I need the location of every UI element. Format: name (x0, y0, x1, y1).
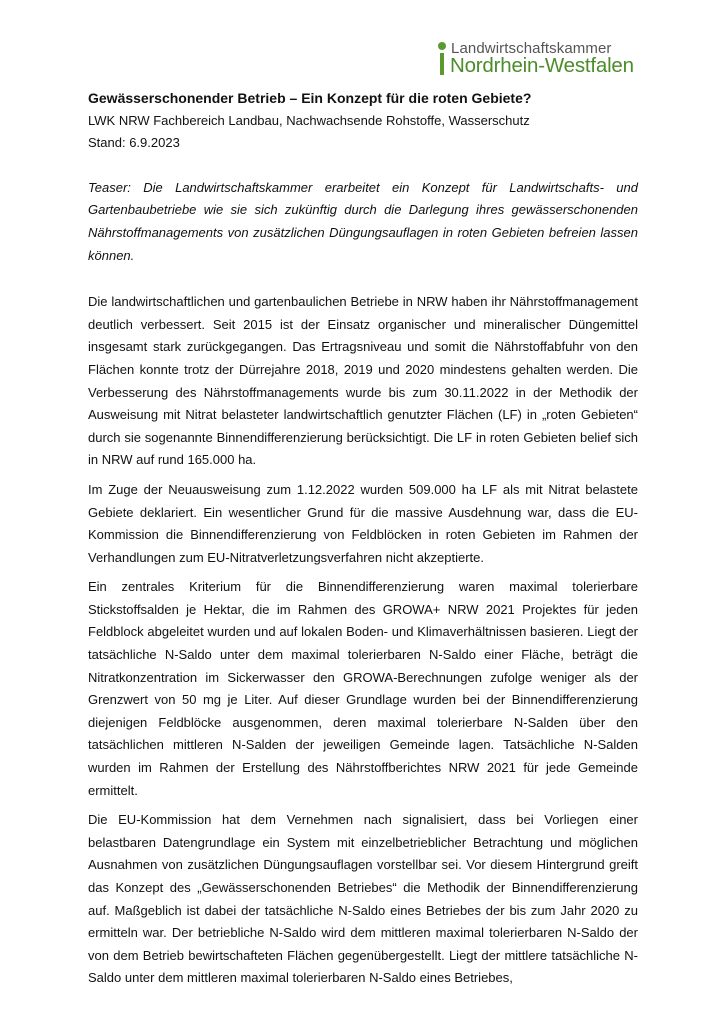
document-title: Gewässerschonender Betrieb – Ein Konzept für die roten Gebiete? (88, 90, 532, 106)
lwk-nrw-logo (435, 40, 695, 80)
teaser-paragraph: Teaser: Die Landwirtschaftskammer erarbeitet ein Konzept für Landwirtschafts- und Gartenbaubetriebe wie sie sich zukünftig durch die Darlegung ihres gewässerschonenden Nährstoffmanagements von zusätzlichen Düngungsauflagen in roten Gebieten befreien lassen können. (88, 179, 638, 263)
logo-text-line2: Nordrhein-Westfalen (450, 54, 634, 77)
date-line: Stand: 6.9.2023 (88, 135, 180, 151)
department-line: LWK NRW Fachbereich Landbau, Nachwachsende Rohstoffe, Wasserschutz (88, 112, 530, 128)
body-paragraph-4: Die EU-Kommission hat dem Vernehmen nach signalisiert, dass bei Vorliegen einer belastbaren Datengrundlage ein System mit einzelbetrieblicher Betrachtung und möglichen Ausnahmen von zusätzlichen Düngungsauflagen vorstellbar sei. Vor diesem Hintergrund greift das Konzept des „Gewässerschonenden Betriebes“ die Methodik der Binnendifferenzierung auf. Maßgeblich ist dabei der tatsächliche N-Saldo eines Betriebes der bis zum Jahr 2020 zu ermitteln war. Der betriebliche N-Saldo wird dem mittleren maximal tolerierbaren N-Saldo der von dem Betrieb bewirtschafteten Flächen gegenübergestellt. Liegt der mittlere tatsächliche N-Saldo unter dem mittleren maximal tolerierbaren N-Saldo eines Betriebes, (88, 812, 638, 986)
body-paragraph-2: Im Zuge der Neuausweisung zum 1.12.2022 wurden 509.000 ha LF als mit Nitrat belastete Gebiete deklariert. Ein wesentlicher Grund für die massive Ausdehnung war, dass die EU-Kommission die Binnendifferenzierung von Feldblöcken in roten Gebieten im Rahmen der Verhandlungen zum EU-Nitratverletzungsverfahren nicht akzeptierte. (88, 481, 638, 565)
document-body (88, 87, 638, 997)
logo-text-line1: Landwirtschaftskammer (451, 40, 612, 57)
logo-mark-icon (438, 42, 447, 76)
body-paragraph-1: Die landwirtschaftlichen und gartenbaulichen Betriebe in NRW haben ihr Nährstoffmanagement deutlich verbessert. Seit 2015 ist der Einsatz organischer und mineralischer Düngemittel insgesamt stark zurückgegangen. Das Ertragsniveau und somit die Nährstoffabfuhr von den Flächen konnte trotz der Dürrejahre 2018, 2019 und 2020 mindestens gehalten werden. Die Verbesserung des Nährstoffmanagements wurde bis zum 30.11.2022 in der Methodik der Ausweisung mit Nitrat belasteter landwirtschaftlich genutzter Flächen (LF) in „roten Gebieten“ durch sie sogenannte Binnendifferenzierung berücksichtigt. Die LF in roten Gebieten belief sich in NRW auf rund 165.000 ha. (88, 294, 638, 468)
body-paragraph-3: Ein zentrales Kriterium für die Binnendifferenzierung waren maximal tolerierbare Stickstoffsalden je Hektar, die im Rahmen des GROWA+ NRW 2021 Projektes für jeden Feldblock abgeleitet wurden und auf lokalen Boden- und Klimaverhältnissen basieren. Liegt der tatsächliche N-Saldo unter dem maximal tolerierbaren N-Saldo einer Fläche, beträgt die Nitratkonzentration im Sickerwasser den GROWA-Berechnungen zufolge weniger als der Grenzwert von 50 mg je Liter. Auf dieser Grundlage wurden bei der Binnendifferenzierung diejenigen Feldblöcke ausgenommen, deren maximal tolerierbare N-Salden über den tatsächlichen mittleren N-Salden der jeweiligen Gemeinde lagen. Tatsächliche N-Salden wurden im Rahmen der Erstellung des Nährstoffberichtes NRW 2021 für jede Gemeinde ermittelt. (88, 579, 638, 798)
